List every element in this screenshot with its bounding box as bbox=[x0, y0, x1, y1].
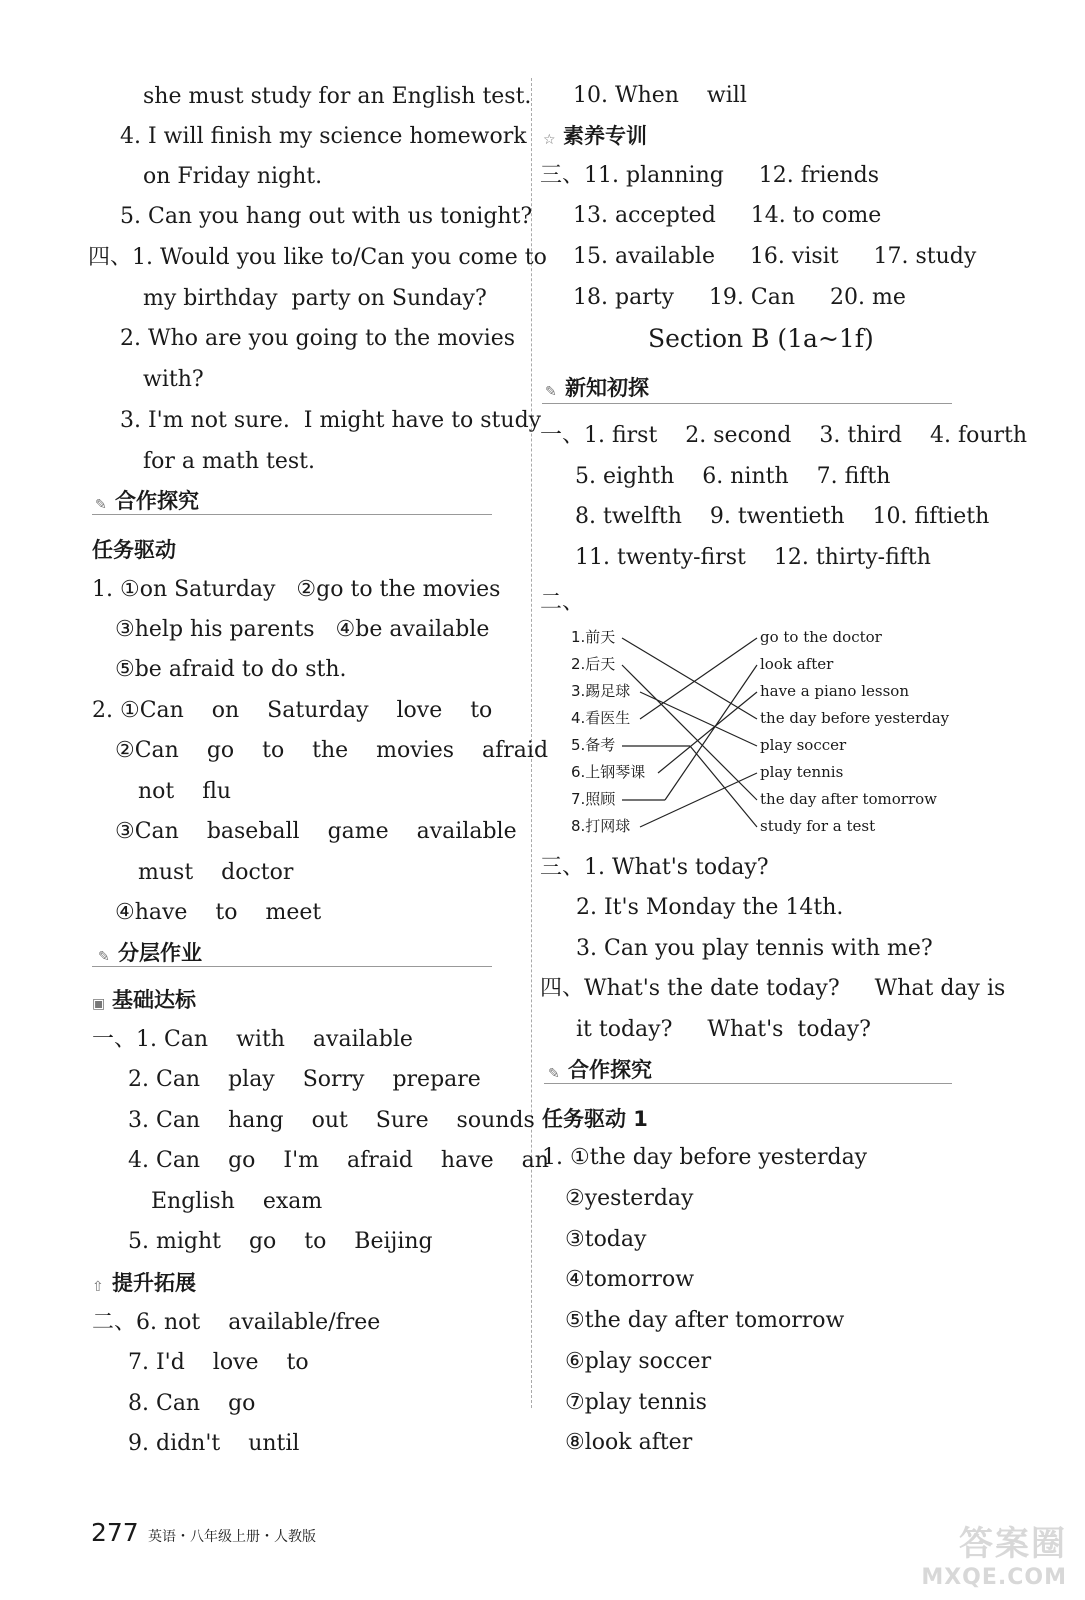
text-line: 5. eighth 6. ninth 7. fifth bbox=[575, 464, 891, 489]
text-line: for a math test. bbox=[143, 449, 315, 474]
text-line: 2. ①Can on Saturday love to bbox=[92, 698, 493, 723]
match-left-item: 1.前天 bbox=[571, 628, 616, 646]
match-connector bbox=[658, 692, 757, 773]
section-title: Section B (1a~1f) bbox=[648, 324, 874, 353]
text-line: 2. Who are you going to the movies bbox=[120, 326, 516, 351]
text-line: 1. ①on Saturday ②go to the movies bbox=[92, 577, 501, 602]
text-line: 一、1. Can with available bbox=[92, 1027, 413, 1052]
match-right-item: look after bbox=[760, 655, 834, 673]
match-right-item: play soccer bbox=[760, 736, 847, 754]
section-heading: ✎ 新知初探 bbox=[545, 376, 649, 400]
pencil-icon: ✎ bbox=[95, 497, 107, 513]
text-line: ⑧look after bbox=[565, 1430, 693, 1455]
text-line: not flu bbox=[138, 779, 232, 804]
text-line: ④have to meet bbox=[115, 900, 322, 925]
book-icon: ▣ bbox=[92, 996, 106, 1012]
text-line: 二、6. not available/free bbox=[92, 1310, 381, 1335]
text-line: ③help his parents ④be available bbox=[115, 617, 490, 642]
pencil-icon: ✎ bbox=[548, 1066, 560, 1082]
text-line: 4. I will finish my science homework bbox=[120, 124, 527, 149]
match-right-item: the day after tomorrow bbox=[760, 790, 937, 808]
match-connector bbox=[622, 638, 757, 719]
star-icon: ☆ bbox=[543, 132, 556, 148]
heading-rule bbox=[544, 1083, 952, 1084]
sub-heading: 任务驱动 bbox=[92, 538, 176, 562]
text-line: she must study for an English test. bbox=[143, 84, 532, 109]
text-line: 5. might go to Beijing bbox=[128, 1229, 433, 1254]
text-line: 8. twelfth 9. twentieth 10. fiftieth bbox=[575, 504, 990, 529]
text-line: 5. Can you hang out with us tonight? bbox=[120, 204, 533, 229]
text-line: 8. Can go bbox=[128, 1391, 256, 1416]
match-left-item: 2.后天 bbox=[571, 655, 616, 673]
match-left-item: 7.照顾 bbox=[571, 790, 616, 808]
text-line: 二、 bbox=[540, 590, 585, 615]
pencil-icon: ✎ bbox=[98, 949, 110, 965]
match-right-item: have a piano lesson bbox=[760, 682, 909, 700]
text-line: 18. party 19. Can 20. me bbox=[573, 285, 906, 310]
text-line: ④tomorrow bbox=[565, 1267, 695, 1292]
text-line: 15. available 16. visit 17. study bbox=[573, 244, 977, 269]
text-line: 四、What's the date today? What day is bbox=[540, 976, 1006, 1001]
text-line: ②Can go to the movies afraid bbox=[115, 738, 549, 763]
pencil-icon: ✎ bbox=[545, 384, 557, 400]
match-right-item: the day before yesterday bbox=[760, 709, 950, 727]
text-line: 13. accepted 14. to come bbox=[573, 203, 882, 228]
up-arrow-icon: ⇧ bbox=[92, 1279, 104, 1295]
match-left-item: 6.上钢琴课 bbox=[571, 763, 646, 781]
section-heading: ✎ 合作探究 bbox=[548, 1058, 652, 1082]
text-line: ⑤the day after tomorrow bbox=[565, 1308, 845, 1333]
text-line: 11. twenty-first 12. thirty-fifth bbox=[575, 545, 931, 570]
match-left-item: 8.打网球 bbox=[571, 817, 631, 835]
text-line: 3. Can hang out Sure sounds bbox=[128, 1108, 535, 1133]
match-connector bbox=[640, 692, 757, 746]
text-line: 1. ①the day before yesterday bbox=[542, 1145, 868, 1170]
text-line: 2. Can play Sorry prepare bbox=[128, 1067, 481, 1092]
watermark bbox=[921, 1516, 1067, 1590]
book-title: 英语・八年级上册・人教版 bbox=[148, 1529, 316, 1545]
section-heading: ✎ 分层作业 bbox=[98, 941, 202, 965]
sub-heading: ▣ 基础达标 bbox=[92, 988, 196, 1012]
text-line: ⑥play soccer bbox=[565, 1349, 712, 1374]
text-line: with? bbox=[143, 367, 204, 392]
text-line: 9. didn't until bbox=[128, 1431, 300, 1456]
text-line: 2. It's Monday the 14th. bbox=[576, 895, 844, 920]
text-line: ②yesterday bbox=[565, 1186, 694, 1211]
text-line: English exam bbox=[151, 1189, 323, 1214]
text-line: 10. When will bbox=[573, 83, 747, 108]
watermark-logo-text: 答案圈 bbox=[959, 1524, 1067, 1564]
match-left-item: 3.踢足球 bbox=[571, 682, 631, 700]
text-line: 3. I'm not sure. I might have to study bbox=[120, 408, 542, 433]
sub-heading: 任务驱动 1 bbox=[542, 1107, 648, 1131]
text-line: on Friday night. bbox=[143, 164, 323, 189]
text-line: 一、1. first 2. second 3. third 4. fourth bbox=[540, 423, 1028, 448]
text-line: 3. Can you play tennis with me? bbox=[576, 936, 933, 961]
section-heading: ✎ 合作探究 bbox=[95, 489, 199, 513]
sub-heading: ⇧ 提升拓展 bbox=[92, 1271, 196, 1295]
text-line: it today? What's today? bbox=[576, 1017, 871, 1042]
match-right-item: play tennis bbox=[760, 763, 844, 781]
watermark-url: MXQE.COM bbox=[921, 1565, 1067, 1590]
text-line: 4. Can go I'm afraid have an bbox=[128, 1148, 549, 1173]
text-line: 三、11. planning 12. friends bbox=[540, 163, 880, 188]
match-left-item: 5.备考 bbox=[571, 736, 616, 754]
match-right-item: study for a test bbox=[760, 817, 876, 835]
text-line: ③Can baseball game available bbox=[115, 819, 517, 844]
page-number: 277 bbox=[91, 1518, 139, 1547]
section-heading: ☆ 素养专训 bbox=[543, 124, 647, 148]
text-line: 四、1. Would you like to/Can you come to bbox=[88, 245, 547, 270]
text-line: ③today bbox=[565, 1227, 647, 1252]
match-connector bbox=[690, 746, 757, 827]
match-left-item: 4.看医生 bbox=[571, 709, 631, 727]
text-line: 三、1. What's today? bbox=[540, 855, 769, 880]
text-line: must doctor bbox=[138, 860, 294, 885]
text-line: 7. I'd love to bbox=[128, 1350, 309, 1375]
text-line: ⑤be afraid to do sth. bbox=[115, 657, 347, 682]
match-right-item: go to the doctor bbox=[760, 628, 882, 646]
text-line: my birthday party on Sunday? bbox=[143, 286, 487, 311]
text-line: ⑦play tennis bbox=[565, 1390, 707, 1415]
